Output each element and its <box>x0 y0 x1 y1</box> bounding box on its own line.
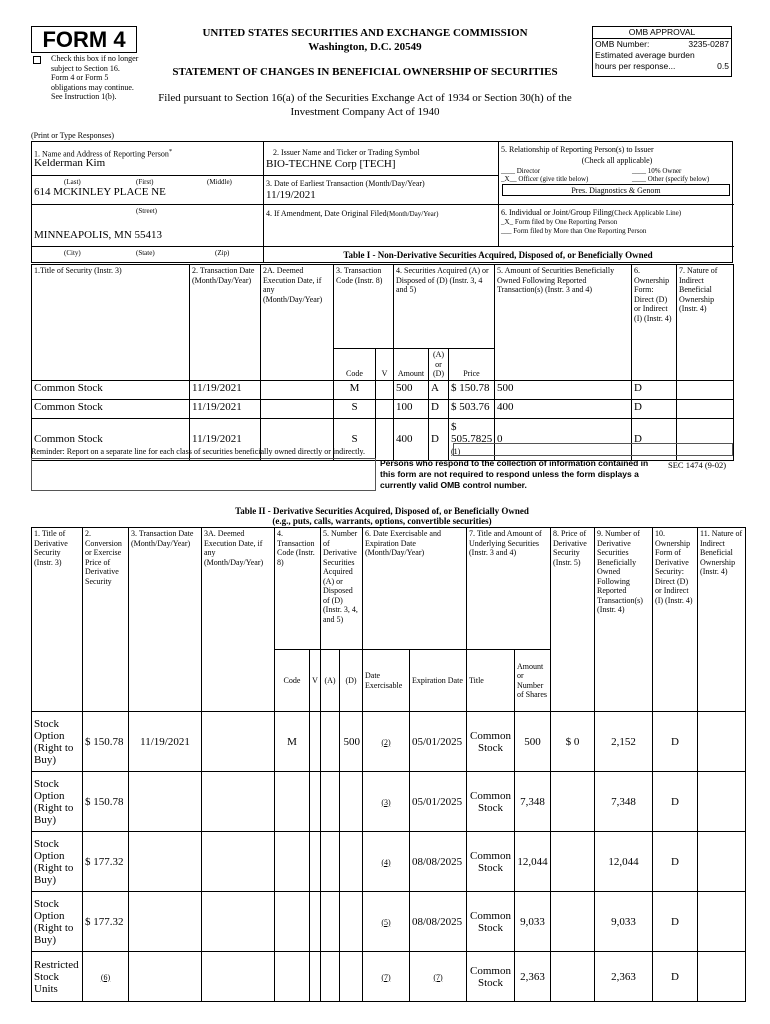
t2-r0-nature <box>698 712 746 772</box>
table-row <box>32 772 746 832</box>
t2-r0-a <box>321 712 340 772</box>
t2-r4-v <box>310 952 321 1002</box>
t1-r2-price: $ 505.7825 <box>451 420 493 445</box>
table2-header-row <box>32 528 746 650</box>
t2-r0-u-amount: 500 <box>515 712 551 772</box>
t2-r4-d <box>340 952 363 1002</box>
director-label: Director <box>516 167 541 175</box>
print-type-note: (Print or Type Responses) <box>31 131 115 140</box>
t2-h-exercisable: 6. Date Exercisable and Expiration Date (Month/Day/Year) <box>363 528 467 650</box>
t2-r3-deemed <box>202 892 275 952</box>
t2-r4-der-price <box>551 952 595 1002</box>
relationship-label: 5. Relationship of Reporting Person(s) to Issuer <box>501 145 654 154</box>
t2-h-exp: Expiration Date <box>410 650 467 712</box>
footnote-7-expiration-link[interactable]: (7) <box>433 972 443 982</box>
group-filing-label-text: 6. Individual or Joint/Group Filing <box>501 208 612 217</box>
t2-r3-v <box>310 892 321 952</box>
officer-mark: X <box>504 175 510 183</box>
table-row <box>32 832 746 892</box>
table2-subtitle: (e.g., puts, calls, warrants, options, convertible securities) <box>272 516 492 526</box>
t2-h-owned: 9. Number of Derivative Securities Beneficially Owned Following Reported Transaction(s) (Instr. 4) <box>595 528 653 712</box>
t2-h-date-ex: Date Exercisable <box>363 650 410 712</box>
t1-r1-price: $ 503.76 <box>449 399 495 418</box>
t1-h-title: 1.Title of Security (Instr. 3) <box>32 265 190 381</box>
table-row <box>32 399 734 418</box>
t1-r2-form: D <box>632 418 677 460</box>
owner-label: 10% Owner <box>647 167 682 175</box>
t2-r1-price: $ 150.78 <box>83 772 129 832</box>
t1-r0-v <box>376 380 394 399</box>
t2-r3-der-price <box>551 892 595 952</box>
t2-r1-exercisable-cell <box>363 772 410 832</box>
t2-h-number: 5. Number of Derivative Securities Acquired (A) or Disposed of (D) (Instr. 3, 4, and 5) <box>321 528 363 650</box>
t2-r3-form: D <box>653 892 698 952</box>
t1-r2-owned: 0 <box>495 418 632 460</box>
omb-hours-label: hours per response... <box>595 61 676 71</box>
t1-r0-amount: 500 <box>394 380 429 399</box>
t1-r1-v <box>376 399 394 418</box>
t1-r0-nature <box>677 380 734 399</box>
t2-r2-expiration: 08/08/2025 <box>410 832 467 892</box>
checkbox-instruction: Check this box if no longer subject to Section 16. Form 4 or Form 5 obligations may continue. See Instruction 1(b). <box>51 54 139 101</box>
no-longer-subject-checkbox[interactable] <box>33 56 41 64</box>
t2-r3-nature <box>698 892 746 952</box>
t1-r0-aord: A <box>429 380 449 399</box>
t2-h-der-price: 8. Price of Derivative Security (Instr. 5) <box>551 528 595 712</box>
footnote-5-link[interactable]: (5) <box>381 917 391 927</box>
table-derivative <box>31 527 746 1002</box>
t1-r2-title: Common Stock <box>32 418 190 460</box>
t2-r3-price: $ 177.32 <box>83 892 129 952</box>
amendment-sub: (Month/Day/Year) <box>386 210 439 218</box>
table-non-derivative <box>31 264 734 461</box>
owner-option[interactable]: ____ 10% Owner <box>632 167 682 175</box>
t1-h-deemed: 2A. Deemed Execution Date, if any (Month/Day/Year) <box>261 265 334 381</box>
group-one-option[interactable]: _X_ Form filed by One Reporting Person <box>501 218 618 226</box>
table1-title: Table I - Non-Derivative Securities Acquired, Disposed of, or Beneficially Owned <box>343 250 653 260</box>
t2-r2-u-title: Common Stock <box>467 832 515 892</box>
persons-notice: Persons who respond to the collection of information contained in this form are not required to respond unless the form displays a currently valid OMB control number. <box>380 458 649 490</box>
t2-h-u-title: Title <box>467 650 515 712</box>
omb-burden-label: Estimated average burden <box>595 50 695 60</box>
t1-r0-price: $ 150.78 <box>449 380 495 399</box>
t1-r1-nature <box>677 399 734 418</box>
t2-r1-owned: 7,348 <box>595 772 653 832</box>
t2-r4-nature <box>698 952 746 1002</box>
t2-r4-u-amount: 2,363 <box>515 952 551 1002</box>
officer-title: Pres. Diagnostics & Genom <box>502 184 730 196</box>
issuer-label: 2. Issuer Name and Ticker or Trading Symbol <box>273 148 420 157</box>
t2-r2-deemed <box>202 832 275 892</box>
t2-r1-expiration: 05/01/2025 <box>410 772 467 832</box>
footnote-6-link[interactable]: (6) <box>100 972 111 982</box>
group-more-option[interactable]: ___ Form filed by More than One Reporting Person <box>501 227 647 235</box>
footnote-3-link[interactable]: (3) <box>381 797 391 807</box>
t1-r2-aord: D <box>429 418 449 460</box>
officer-option[interactable]: _X__ Officer (give title below) <box>501 175 589 183</box>
table-row <box>32 712 746 772</box>
t2-h-d: (D) <box>340 650 363 712</box>
t1-r0-code: M <box>334 380 376 399</box>
middle-label: (Middle) <box>207 178 232 186</box>
t1-r0-date: 11/19/2021 <box>190 380 261 399</box>
table-row <box>32 380 734 399</box>
t1-h-date: 2. Transaction Date (Month/Day/Year) <box>190 265 261 381</box>
form-title: FORM 4 <box>31 26 137 53</box>
t2-r0-der-price: $ 0 <box>551 712 595 772</box>
t2-r2-exercisable-cell <box>363 832 410 892</box>
last-label: (Last) <box>64 178 81 186</box>
t2-r1-u-title: Common Stock <box>467 772 515 832</box>
reminder-bar <box>453 443 733 456</box>
t1-r2-date: 11/19/2021 <box>190 418 261 460</box>
table2-title: Table II - Derivative Securities Acquired, Disposed of, or Beneficially Owned <box>235 506 529 516</box>
t2-r2-price: $ 177.32 <box>83 832 129 892</box>
t2-r1-der-price <box>551 772 595 832</box>
t2-r3-exercisable-cell <box>363 892 410 952</box>
t1-r1-deemed <box>261 399 334 418</box>
relationship-sub: (Check all applicable) <box>581 156 653 165</box>
agency-location: Washington, D.C. 20549 <box>308 41 422 53</box>
t1-h-code-sub: Code <box>334 349 376 381</box>
group-one-label: Form filed by One Reporting Person <box>514 218 618 226</box>
t2-r1-a <box>321 772 340 832</box>
filed-pursuant-line1: Filed pursuant to Section 16(a) of the Securities Exchange Act of 1934 or Section 30(h) of the <box>158 92 572 104</box>
issuer-name: BIO-TECHNE Corp [TECH] <box>266 158 396 170</box>
footnote-4-link[interactable]: (4) <box>381 857 391 867</box>
t1-h-acquired: 4. Securities Acquired (A) or Disposed of (D) (Instr. 3, 4 and 5) <box>394 265 495 349</box>
t2-r2-form: D <box>653 832 698 892</box>
t2-r0-code: M <box>275 712 310 772</box>
omb-approval-box <box>592 26 732 77</box>
earliest-date-label: 3. Date of Earliest Transaction (Month/Day/Year) <box>266 179 425 188</box>
t2-h-form: 10. Ownership Form of Derivative Security: Direct (D) or Indirect (I) (Instr. 4) <box>653 528 698 712</box>
table1-header-row <box>32 265 734 349</box>
t1-h-code: 3. Transaction Code (Instr. 8) <box>334 265 394 349</box>
group-filing-sub: (Check Applicable Line) <box>611 209 682 217</box>
t2-r3-code <box>275 892 310 952</box>
reporting-name: Kelderman Kim <box>34 157 106 169</box>
t2-r2-title: Stock Option (Right to Buy) <box>32 832 83 892</box>
t2-r0-owned: 2,152 <box>595 712 653 772</box>
group-filing-label <box>501 208 681 218</box>
street-label: (Street) <box>136 207 157 215</box>
amendment-label-text: 4. If Amendment, Date Original Filed <box>266 209 387 218</box>
t2-r1-d <box>340 772 363 832</box>
table-row <box>32 952 746 1002</box>
t2-r1-deemed <box>202 772 275 832</box>
omb-title: OMB APPROVAL <box>593 27 731 39</box>
footnote-2-link[interactable]: (2) <box>381 737 391 747</box>
other-label: Other (specify below) <box>647 175 710 183</box>
t1-r0-owned: 500 <box>495 380 632 399</box>
t2-r4-exercisable-cell <box>363 952 410 1002</box>
t2-r4-form: D <box>653 952 698 1002</box>
t2-h-nature: 11. Nature of Indirect Beneficial Ownership (Instr. 4) <box>698 528 746 712</box>
t1-r0-form: D <box>632 380 677 399</box>
t2-r1-code <box>275 772 310 832</box>
t2-r1-nature <box>698 772 746 832</box>
t2-r2-v <box>310 832 321 892</box>
t1-h-price: Price <box>449 349 495 381</box>
zip-label: (Zip) <box>215 249 230 257</box>
t2-r3-owned: 9,033 <box>595 892 653 952</box>
t2-r2-der-price <box>551 832 595 892</box>
officer-label: Officer (give title below) <box>518 175 589 183</box>
reporting-name-marker: * <box>168 148 173 155</box>
t2-h-deemed: 3A. Deemed Execution Date, if any (Month/Day/Year) <box>202 528 275 712</box>
t2-r4-deemed <box>202 952 275 1002</box>
group-more-label: Form filed by More than One Reporting Person <box>513 227 647 235</box>
t2-r4-date <box>129 952 202 1002</box>
first-label: (First) <box>136 178 154 186</box>
t2-r2-date <box>129 832 202 892</box>
t2-r0-d: 500 <box>340 712 363 772</box>
t2-r0-exercisable-cell <box>363 712 410 772</box>
t2-r0-v <box>310 712 321 772</box>
t2-h-v: V <box>310 650 321 712</box>
omb-hours-value: 0.5 <box>717 61 729 71</box>
t2-h-code: 4. Transaction Code (Instr. 8) <box>275 528 321 650</box>
t1-r1-amount: 100 <box>394 399 429 418</box>
t2-r2-u-amount: 12,044 <box>515 832 551 892</box>
t1-r1-owned: 400 <box>495 399 632 418</box>
director-option[interactable]: ____ Director <box>501 167 541 175</box>
reporting-city: MINNEAPOLIS, MN 55413 <box>34 229 163 241</box>
t2-r0-form: D <box>653 712 698 772</box>
filed-pursuant-line2: Investment Company Act of 1940 <box>290 106 440 118</box>
footnote-1-link[interactable]: (1) <box>451 446 461 456</box>
t2-r0-title: Stock Option (Right to Buy) <box>32 712 83 772</box>
t2-r0-expiration: 05/01/2025 <box>410 712 467 772</box>
t1-r2-v <box>376 418 394 460</box>
t2-r3-title: Stock Option (Right to Buy) <box>32 892 83 952</box>
t1-h-v: V <box>376 349 394 381</box>
t1-h-owned: 5. Amount of Securities Beneficially Owned Following Reported Transaction(s) (Instr. 3 and 4) <box>495 265 632 381</box>
reporting-address: 614 MCKINLEY PLACE NE <box>34 186 166 198</box>
t2-r3-u-title: Common Stock <box>467 892 515 952</box>
t2-h-a: (A) <box>321 650 340 712</box>
t1-r1-aord: D <box>429 399 449 418</box>
t2-r1-v <box>310 772 321 832</box>
t2-h-price: 2. Conversion or Exercise Price of Derivative Security <box>83 528 129 712</box>
t2-r3-date <box>129 892 202 952</box>
t2-r1-title: Stock Option (Right to Buy) <box>32 772 83 832</box>
reporting-name-label-text: 1. Name and Address of Reporting Person <box>34 149 169 159</box>
state-label: (State) <box>136 249 155 257</box>
t2-r4-expiration-cell <box>410 952 467 1002</box>
reporting-section <box>31 141 733 263</box>
t1-r1-form: D <box>632 399 677 418</box>
sec-code: SEC 1474 (9-02) <box>668 460 727 470</box>
omb-number-label: OMB Number: <box>595 39 650 49</box>
t2-r4-u-title: Common Stock <box>467 952 515 1002</box>
t2-r4-price-cell <box>83 952 129 1002</box>
t1-r1-date: 11/19/2021 <box>190 399 261 418</box>
t2-r4-owned: 2,363 <box>595 952 653 1002</box>
t1-r0-deemed <box>261 380 334 399</box>
table-row <box>32 892 746 952</box>
omb-number-value: 3235-0287 <box>688 39 729 49</box>
t2-r3-a <box>321 892 340 952</box>
amendment-label <box>266 209 438 219</box>
t1-r2-code: S <box>334 418 376 460</box>
other-option[interactable]: ____ Other (specify below) <box>632 175 710 183</box>
t1-h-nature: 7. Nature of Indirect Beneficial Ownership (Instr. 4) <box>677 265 734 381</box>
t2-r4-title: Restricted Stock Units <box>32 952 83 1002</box>
t2-r0-deemed <box>202 712 275 772</box>
t2-r1-form: D <box>653 772 698 832</box>
city-label: (City) <box>64 249 81 257</box>
footnote-7-link[interactable]: (7) <box>381 972 391 982</box>
t2-r2-owned: 12,044 <box>595 832 653 892</box>
t2-r4-code <box>275 952 310 1002</box>
t2-r3-u-amount: 9,033 <box>515 892 551 952</box>
t2-r1-u-amount: 7,348 <box>515 772 551 832</box>
t2-r3-d <box>340 892 363 952</box>
t1-r1-code: S <box>334 399 376 418</box>
t2-r0-price: $ 150.78 <box>83 712 129 772</box>
t2-r2-nature <box>698 832 746 892</box>
t2-r2-code <box>275 832 310 892</box>
t1-r2-amount: 400 <box>394 418 429 460</box>
t1-h-form: 6. Ownership Form: Direct (D) or Indirect (I) (Instr. 4) <box>632 265 677 381</box>
t2-r1-date <box>129 772 202 832</box>
statement-title: STATEMENT OF CHANGES IN BENEFICIAL OWNERSHIP OF SECURITIES <box>172 66 558 78</box>
t2-h-underlying: 7. Title and Amount of Underlying Securities (Instr. 3 and 4) <box>467 528 551 650</box>
t1-h-amount: Amount <box>394 349 429 381</box>
t2-r0-date: 11/19/2021 <box>129 712 202 772</box>
notice-box <box>31 458 376 491</box>
earliest-date: 11/19/2021 <box>266 189 316 201</box>
group-mark: X <box>504 218 510 226</box>
t2-h-u-amount: Amount or Number of Shares <box>515 650 551 712</box>
agency-name: UNITED STATES SECURITIES AND EXCHANGE COMMISSION <box>202 27 528 39</box>
t1-r0-title: Common Stock <box>32 380 190 399</box>
t2-r2-d <box>340 832 363 892</box>
t2-r4-a <box>321 952 340 1002</box>
t2-r0-u-title: Common Stock <box>467 712 515 772</box>
reminder-text: Reminder: Report on a separate line for each class of securities beneficially owned directly or indirectly. <box>31 447 366 456</box>
t1-r1-title: Common Stock <box>32 399 190 418</box>
t2-r2-a <box>321 832 340 892</box>
t2-h-date: 3. Transaction Date (Month/Day/Year) <box>129 528 202 712</box>
t2-r3-expiration: 08/08/2025 <box>410 892 467 952</box>
t2-h-code-sub: Code <box>275 650 310 712</box>
t2-h-title: 1. Title of Derivative Security (Instr. 3) <box>32 528 83 712</box>
t1-h-aord: (A) or (D) <box>429 349 449 381</box>
